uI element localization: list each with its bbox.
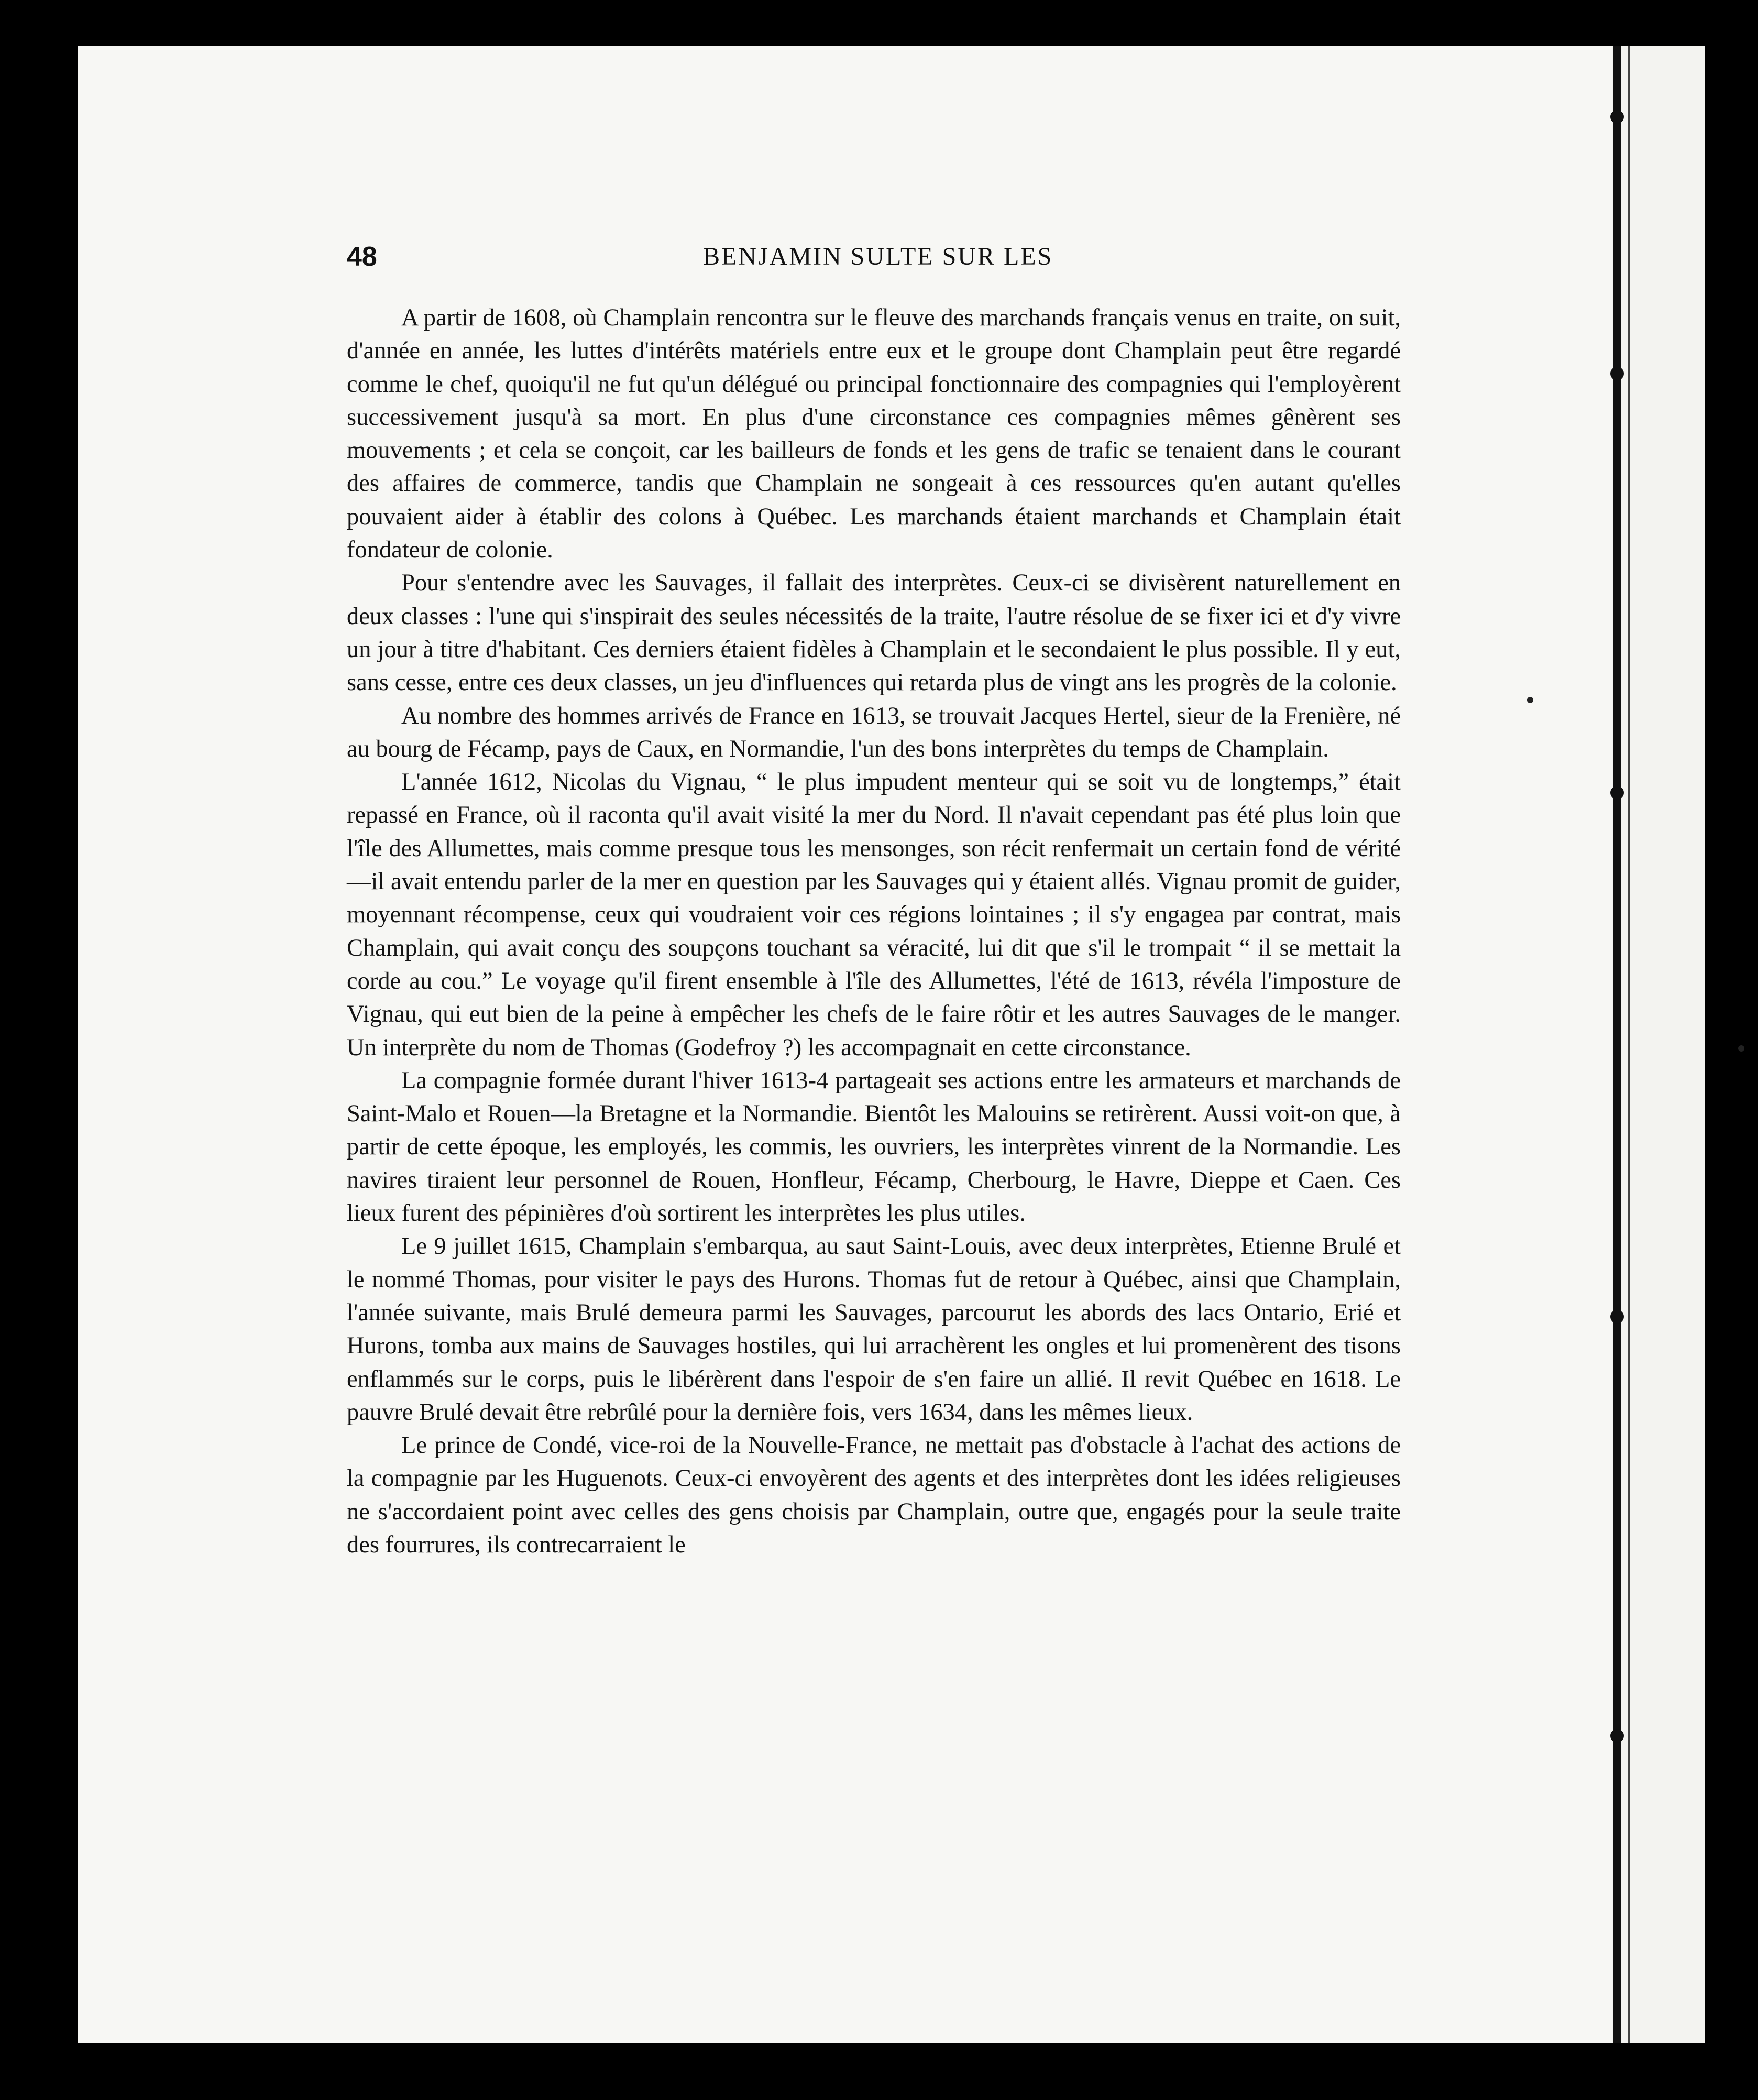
body-text bbox=[347, 301, 1401, 1561]
paragraph: Le prince de Condé, vice-roi de la Nouvelle-France, ne mettait pas d'obstacle à l'achat des actions de la compagnie par les Huguenots. Ceux-ci envoyèrent des agents et des interprètes dont les idées religieuses ne s'accordaient point avec celles des gens choisis par Champlain, outre que, engagés pour la seule traite des fourrures, ils contrecarraient le bbox=[347, 1432, 1401, 1558]
ink-speck bbox=[1527, 697, 1533, 703]
paragraph: Au nombre des hommes arrivés de France en 1613, se trouvait Jacques Hertel, sieur de la Frenière, né au bourg de Fécamp, pays de Caux, en Normandie, l'un des bons interprètes du temps de Champlain. bbox=[347, 702, 1401, 762]
paragraph: Pour s'entendre avec les Sauvages, il fallait des interprètes. Ceux-ci se divisèrent naturellement en deux classes : l'une qui s'inspirait des seules nécessités de la traite, l'autre résolue de se fixer ici et d'y vivre un jour à titre d'habitant. Ces derniers étaient fidèles à Champlain et le secondaient le plus possible. Il y eut, sans cesse, entre ces deux classes, un jeu d'influences qui retarda plus de vingt ans les progrès de la colonie. bbox=[347, 570, 1401, 696]
paragraph: L'année 1612, Nicolas du Vignau, “ le plus impudent menteur qui se soit vu de longtemps,” était repassé en France, où il raconta qu'il avait visité la mer du Nord. Il n'avait cependant pas été plus loin que l'île des Allumettes, mais comme presque tous les mensonges, son récit renfermait un certain fond de vérité—il avait entendu parler de la mer en question par les Sauvages qui y étaient allés. Vignau promit de guider, moyennant récompense, ceux qui voudraient voir ces régions lointaines ; il s'y engagea par contrat, mais Champlain, qui avait conçu des soupçons touchant sa véracité, lui dit que s'il le trompait “ il se mettait la corde au cou.” Le voyage qu'il firent ensemble à l'île des Allumettes, l'été de 1613, révéla l'imposture de Vignau, qui eut bien de la peine à empêcher les chefs de le faire rôtir et les autres Sauvages de le manger. Un interprète du nom de Thomas (Godefroy ?) les accompagnait en cette circonstance. bbox=[347, 769, 1401, 1061]
binding-mark bbox=[1610, 1310, 1624, 1324]
binding-mark bbox=[1610, 110, 1624, 124]
binding-mark bbox=[1610, 1729, 1624, 1743]
facing-page-edge bbox=[1612, 46, 1705, 2043]
paragraph: La compagnie formée durant l'hiver 1613-4 partageait ses actions entre les armateurs et marchands de Saint-Malo et Rouen—la Bretagne et la Normandie. Bientôt les Malouins se retirèrent. Aussi voit-on que, à partir de cette époque, les employés, les commis, les ouvriers, les interprètes vinrent de la Normandie. Les navires tiraient leur personnel de Rouen, Honfleur, Fécamp, Cherbourg, le Havre, Dieppe et Caen. Ces lieux furent des pépinières d'où sortirent les interprètes les plus utiles. bbox=[347, 1067, 1401, 1227]
binding-mark bbox=[1610, 367, 1624, 380]
paragraph: Le 9 juillet 1615, Champlain s'embarqua, au saut Saint-Louis, avec deux interprètes, Etienne Brulé et le nommé Thomas, pour visiter le pays des Hurons. Thomas fut de retour à Québec, ainsi que Champlain, l'année suivante, mais Brulé demeura parmi les Sauvages, parcourut les abords des lacs Ontario, Erié et Hurons, tomba aux mains de Sauvages hostiles, qui lui arrachèrent les ongles et lui promenèrent des tisons enflammés sur le corps, puis le libérèrent dans l'espoir de s'en faire un allié. Il revit Québec en 1618. Le pauvre Brulé devait être rebrûlé pour la dernière fois, vers 1634, dans les mêmes lieux. bbox=[347, 1233, 1401, 1426]
page-header bbox=[347, 238, 1415, 275]
gutter-rule-thin bbox=[1628, 46, 1630, 2043]
running-head: BENJAMIN SULTE SUR LES bbox=[703, 243, 1053, 270]
page-number: 48 bbox=[347, 242, 377, 272]
ink-speck bbox=[1738, 1045, 1744, 1052]
binding-mark bbox=[1610, 786, 1624, 800]
paragraph: A partir de 1608, où Champlain rencontra sur le fleuve des marchands français venus en traite, on suit, d'année en année, les luttes d'intérêts matériels entre eux et le groupe dont Champlain peut être regardé comme le chef, quoiqu'il ne fut qu'un délégué ou principal fonctionnaire des compagnies qui l'employèrent successivement jusqu'à sa mort. En plus d'une circonstance ces compagnies mêmes gênèrent ses mouvements ; et cela se conçoit, car les bailleurs de fonds et les gens de trafic se tenaient dans le courant des affaires de commerce, tandis que Champlain ne songeait à ces ressources qu'en autant qu'elles pouvaient aider à établir des colons à Québec. Les marchands étaient marchands et Champlain était fondateur de colonie. bbox=[347, 304, 1401, 564]
gutter-rule bbox=[1613, 46, 1621, 2043]
